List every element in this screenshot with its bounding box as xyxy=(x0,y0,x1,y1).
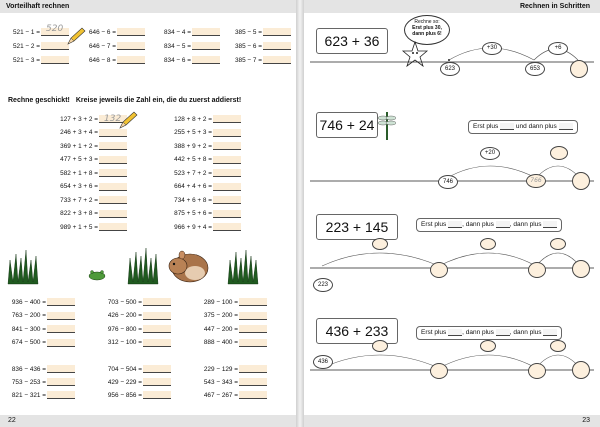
equation xyxy=(100,325,171,333)
answer-box[interactable] xyxy=(213,183,241,191)
answer-box[interactable] xyxy=(213,196,241,204)
equation xyxy=(196,365,267,373)
equation-text: 875 + 5 + 6 = xyxy=(174,210,212,218)
equation-text: 582 + 1 + 8 = xyxy=(60,169,98,177)
problem-expression: 436 + 233 xyxy=(316,318,398,344)
equation: 385 − 7 = xyxy=(226,56,291,64)
equation xyxy=(146,115,241,123)
answer-box[interactable] xyxy=(47,378,75,386)
problem-expression: 223 + 145 xyxy=(316,214,398,240)
sample-answer: 520 xyxy=(46,24,64,34)
equation xyxy=(146,210,241,218)
answer-box[interactable] xyxy=(143,339,171,347)
equation-text: 936 − 400 = xyxy=(11,298,46,306)
answer-box[interactable] xyxy=(213,156,241,164)
result-circle[interactable] xyxy=(572,260,590,278)
mid-number: 766 xyxy=(526,174,546,188)
left-footer xyxy=(0,415,296,427)
equation-text: 888 − 400 = xyxy=(203,339,238,347)
answer-box[interactable] xyxy=(192,28,220,36)
equation xyxy=(100,391,171,399)
result-circle[interactable] xyxy=(570,60,588,78)
equation-text: 523 + 7 + 2 = xyxy=(174,169,212,177)
equation xyxy=(8,183,127,191)
start-number: 436 xyxy=(313,355,333,369)
answer-box[interactable] xyxy=(213,210,241,218)
answer-box[interactable] xyxy=(213,129,241,137)
mid-circle[interactable] xyxy=(528,262,546,278)
answer-box[interactable] xyxy=(143,298,171,306)
right-header-title: Rechnen in Schritten xyxy=(519,3,590,10)
answer-box[interactable] xyxy=(47,391,75,399)
equation-text: 664 + 4 + 6 = xyxy=(174,183,212,191)
answer-box[interactable] xyxy=(143,312,171,320)
left-page xyxy=(0,0,296,427)
equation-text: 229 − 129 = xyxy=(203,365,238,373)
answer-box[interactable] xyxy=(99,196,127,204)
mid-circle[interactable] xyxy=(430,262,448,278)
equation-text: 841 − 300 = xyxy=(11,325,46,333)
book-gutter xyxy=(296,0,304,427)
answer-box[interactable] xyxy=(263,42,291,50)
answer-box[interactable] xyxy=(143,378,171,386)
answer-box[interactable] xyxy=(47,325,75,333)
equation-text: 674 − 500 = xyxy=(11,339,46,347)
hint-blank[interactable] xyxy=(543,329,557,336)
equation-text: 763 − 200 = xyxy=(11,312,46,320)
equation xyxy=(4,339,75,347)
hint-box: Erst plus und dann plus xyxy=(468,120,578,134)
equation-text: 543 − 343 = xyxy=(203,378,238,386)
instruction xyxy=(8,97,241,104)
instruction-text: Kreise jeweils die Zahl ein, die du zuerst addierst! xyxy=(75,97,242,104)
equation xyxy=(4,312,75,320)
answer-box[interactable] xyxy=(143,365,171,373)
start-number: 746 xyxy=(438,175,458,189)
answer-box[interactable] xyxy=(213,142,241,150)
answer-box[interactable] xyxy=(143,391,171,399)
equation-text: 733 + 7 + 2 = xyxy=(60,196,98,204)
answer-box[interactable] xyxy=(239,298,267,306)
equation-text: 127 + 3 + 2 = xyxy=(60,115,98,123)
frog-icon xyxy=(89,271,105,281)
equation: 521 − 2 = xyxy=(4,42,69,50)
equation-text: 289 − 100 = xyxy=(203,298,238,306)
mid-circle[interactable] xyxy=(528,363,546,379)
equation xyxy=(4,391,75,399)
step-label: +6 xyxy=(548,42,568,55)
equation xyxy=(100,298,171,306)
equation xyxy=(100,312,171,320)
hint-blank[interactable] xyxy=(448,221,462,228)
answer-box[interactable] xyxy=(239,365,267,373)
result-circle[interactable] xyxy=(572,172,590,190)
step-label: +20 xyxy=(480,147,500,160)
equation xyxy=(4,325,75,333)
page-number: 23 xyxy=(582,417,590,424)
grass-illustration xyxy=(0,240,296,290)
equation xyxy=(146,223,241,231)
step-label: +30 xyxy=(482,42,502,55)
problem-expression: 623 + 36 xyxy=(316,28,388,54)
answer-box[interactable] xyxy=(239,312,267,320)
equation-text: 312 − 100 = xyxy=(107,339,142,347)
hint-blank[interactable] xyxy=(543,221,557,228)
equation-text: 976 − 800 = xyxy=(107,325,142,333)
answer-box[interactable] xyxy=(213,115,241,123)
answer-box[interactable] xyxy=(239,325,267,333)
equation xyxy=(196,298,267,306)
equation xyxy=(196,312,267,320)
answer-box[interactable] xyxy=(213,223,241,231)
hint-blank[interactable] xyxy=(496,221,510,228)
answer-box[interactable] xyxy=(192,56,220,64)
step-circle[interactable] xyxy=(550,340,566,352)
equation xyxy=(8,142,127,150)
equation-text: 704 − 504 = xyxy=(107,365,142,373)
bubble-line: Erst plus 30, xyxy=(412,25,442,32)
equation: 834 − 5 = xyxy=(155,42,220,50)
answer-box[interactable] xyxy=(117,56,145,64)
equation: 646 − 7 = xyxy=(80,42,145,50)
equation xyxy=(4,298,75,306)
answer-box[interactable] xyxy=(263,28,291,36)
equation xyxy=(8,129,127,137)
hint-box: Erst plus , dann plus , dann plus xyxy=(416,326,562,340)
mid-circle[interactable] xyxy=(430,363,448,379)
problem-expression: 746 + 24 xyxy=(316,112,378,138)
left-header xyxy=(0,0,296,13)
left-header-title: Vorteilhaft rechnen xyxy=(6,3,70,10)
answer-box[interactable] xyxy=(99,169,127,177)
equation xyxy=(146,169,241,177)
step-circle[interactable] xyxy=(372,238,388,250)
equation xyxy=(196,339,267,347)
equation: 646 − 6 = xyxy=(80,28,145,36)
equation xyxy=(146,183,241,191)
equation: 646 − 8 = xyxy=(80,56,145,64)
hamster-icon xyxy=(169,251,208,282)
answer-box[interactable] xyxy=(41,42,69,50)
answer-box[interactable] xyxy=(47,298,75,306)
answer-box[interactable] xyxy=(99,223,127,231)
equation-text: 477 + 5 + 3 = xyxy=(60,156,98,164)
equation-text: 836 − 436 = xyxy=(11,365,46,373)
equation xyxy=(196,391,267,399)
start-number: 623 xyxy=(440,62,460,76)
answer-box[interactable] xyxy=(47,339,75,347)
equation xyxy=(146,129,241,137)
equation: 385 − 6 = xyxy=(226,42,291,50)
equation: 834 − 4 = xyxy=(155,28,220,36)
answer-box[interactable] xyxy=(239,339,267,347)
answer-box[interactable] xyxy=(47,365,75,373)
instruction-bold: Rechne geschickt! xyxy=(8,97,70,104)
equation xyxy=(146,196,241,204)
equation xyxy=(146,142,241,150)
answer-box[interactable] xyxy=(41,56,69,64)
mid-number: 653 xyxy=(525,62,545,76)
bubble-line: Rechne so: xyxy=(414,19,440,25)
bubble-line: dann plus 6! xyxy=(412,31,442,38)
step-circle[interactable] xyxy=(372,340,388,352)
equation xyxy=(100,339,171,347)
equation: 834 − 6 = xyxy=(155,56,220,64)
answer-box[interactable] xyxy=(143,325,171,333)
equation-text: 734 + 6 + 8 = xyxy=(174,196,212,204)
equation-text: 447 − 200 = xyxy=(203,325,238,333)
equation-text: 989 + 1 + 5 = xyxy=(60,223,98,231)
answer-box[interactable] xyxy=(239,391,267,399)
answer-box[interactable] xyxy=(117,28,145,36)
answer-box[interactable] xyxy=(47,312,75,320)
equation-text: 821 − 321 = xyxy=(11,391,46,399)
hint-box: Erst plus , dann plus , dann plus xyxy=(416,218,562,232)
answer-box[interactable] xyxy=(239,378,267,386)
dragonfly-icon xyxy=(378,108,396,142)
answer-box[interactable] xyxy=(99,156,127,164)
equation-text: 966 + 9 + 4 = xyxy=(174,223,212,231)
step-circle[interactable] xyxy=(480,340,496,352)
answer-box[interactable] xyxy=(99,183,127,191)
equation xyxy=(8,196,127,204)
equation xyxy=(196,378,267,386)
hint-blank[interactable] xyxy=(496,329,510,336)
hint-blank[interactable] xyxy=(448,329,462,336)
answer-box[interactable] xyxy=(99,210,127,218)
equation-text: 654 + 3 + 6 = xyxy=(60,183,98,191)
answer-box[interactable] xyxy=(263,56,291,64)
answer-box[interactable] xyxy=(213,169,241,177)
equation-text: 128 + 8 + 2 = xyxy=(174,115,212,123)
hint-blank[interactable] xyxy=(500,123,514,130)
right-footer xyxy=(304,415,600,427)
equation: 521 − 3 = xyxy=(4,56,69,64)
step-circle[interactable] xyxy=(550,238,566,250)
equation-text: 429 − 229 = xyxy=(107,378,142,386)
answer-box[interactable] xyxy=(99,142,127,150)
result-circle[interactable] xyxy=(572,361,590,379)
sample-answer: 132 xyxy=(104,114,122,124)
equation xyxy=(8,210,127,218)
equation-text: 442 + 5 + 8 = xyxy=(174,156,212,164)
equation xyxy=(4,365,75,373)
equation xyxy=(100,378,171,386)
equation-text: 753 − 253 = xyxy=(11,378,46,386)
equation xyxy=(100,365,171,373)
start-number: 223 xyxy=(313,278,333,292)
equation xyxy=(196,325,267,333)
hint-blank[interactable] xyxy=(559,123,573,130)
equation: 385 − 5 = xyxy=(226,28,291,36)
answer-box[interactable] xyxy=(117,42,145,50)
equation-text: 375 − 200 = xyxy=(203,312,238,320)
equation-text: 703 − 500 = xyxy=(107,298,142,306)
right-page xyxy=(304,0,600,427)
equation xyxy=(146,156,241,164)
equation-text: 467 − 267 = xyxy=(203,391,238,399)
page-number: 22 xyxy=(8,417,16,424)
equation-text: 388 + 9 + 2 = xyxy=(174,142,212,150)
equation-text: 956 − 856 = xyxy=(107,391,142,399)
right-header xyxy=(304,0,600,13)
equation-text: 822 + 3 + 8 = xyxy=(60,210,98,218)
equation xyxy=(8,223,127,231)
step-circle[interactable] xyxy=(550,146,568,160)
equation-text: 246 + 3 + 4 = xyxy=(60,129,98,137)
equation xyxy=(4,378,75,386)
equation xyxy=(8,156,127,164)
equation xyxy=(8,169,127,177)
equation-text: 255 + 5 + 3 = xyxy=(174,129,212,137)
equation-text: 426 − 200 = xyxy=(107,312,142,320)
step-circle[interactable] xyxy=(480,238,496,250)
answer-box[interactable] xyxy=(192,42,220,50)
equation-text: 369 + 1 + 2 = xyxy=(60,142,98,150)
pencil-icon xyxy=(66,26,86,46)
equation: 521 − 1 = xyxy=(4,28,69,36)
